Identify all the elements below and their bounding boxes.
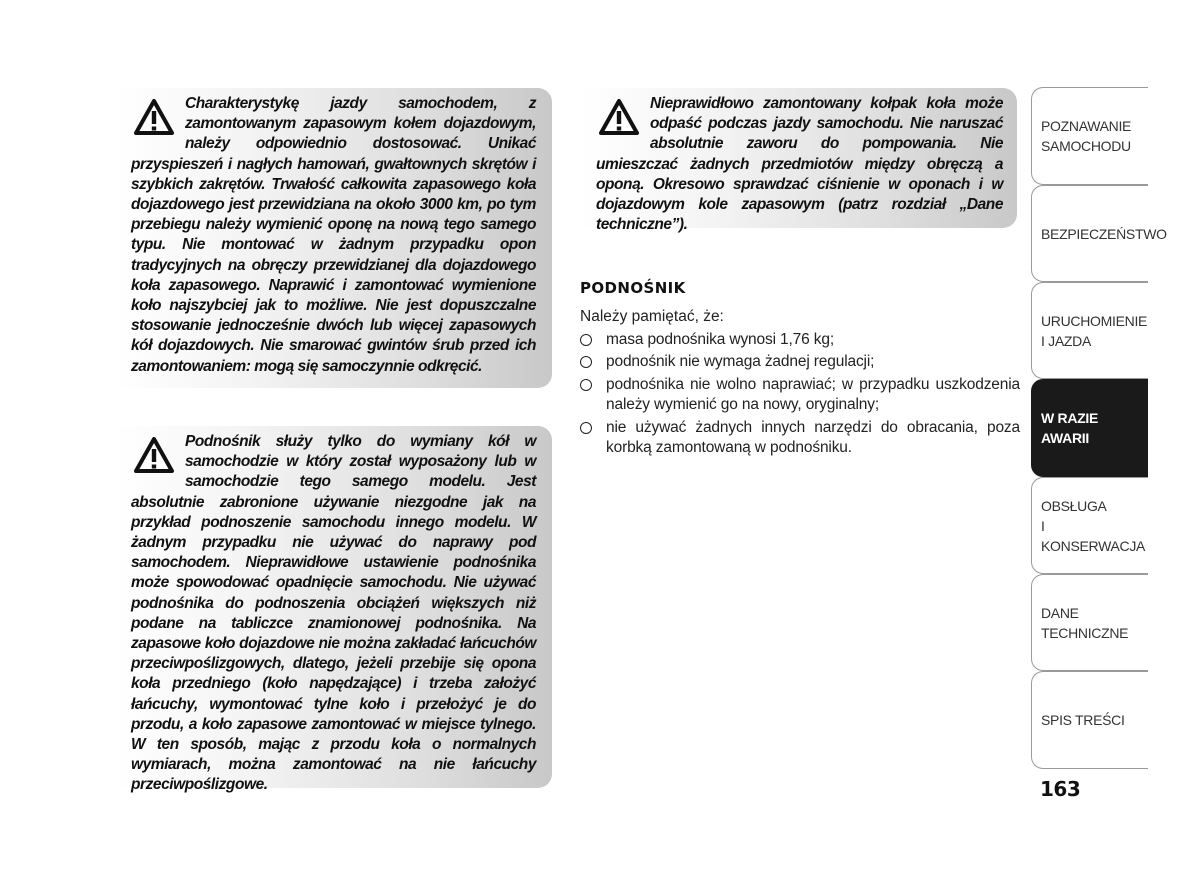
list-item	[580, 375, 1020, 416]
tab-w-razie-awarii[interactable]: W RAZIE AWARII	[1031, 379, 1148, 477]
list-item-text: podnośnika nie wolno naprawiać; w przypadku uszkodzenia należy wymienić go na nowy, oryginalny;	[606, 375, 1020, 413]
warning-triangle-icon	[596, 98, 642, 142]
tab-bezpieczenstwo[interactable]: BEZPIECZEŃSTWO	[1031, 185, 1148, 282]
tab-uruchomienie-i-jazda[interactable]: URUCHOMIENIE I JAZDA	[1031, 282, 1148, 379]
list-item-text: podnośnik nie wymaga żadnej regulacji;	[606, 353, 875, 370]
warning-box-hubcap	[580, 88, 1017, 234]
tab-poznawanie-samochodu[interactable]: POZNAWANIE SAMOCHODU	[1031, 87, 1148, 185]
list-item-text: masa podnośnika wynosi 1,76 kg;	[606, 330, 834, 348]
circle-bullet-icon	[580, 356, 592, 368]
page-number: 163	[1040, 777, 1081, 801]
circle-bullet-icon	[580, 334, 592, 346]
list-item	[580, 330, 1020, 351]
warning-text: Nieprawidłowo zamontowany kołpak koła może odpaść podczas jazdy samochodu. Nie naruszać absolutnie zaworu do pompowania. Nie umieszczać żadnych przedmiotów między obręczą a oponą. Okresowo sprawdzać ciśnienie w oponach i w dojazdowym kole zapasowym (patrz rozdział „Dane techniczne”).	[596, 95, 1003, 234]
warning-triangle-icon	[131, 436, 177, 480]
tab-spis-tresci[interactable]: SPIS TREŚCI	[1031, 671, 1148, 769]
list-item-text: nie używać żadnych innych narzędzi do obracania, poza korbką zamontowaną w podnośniku.	[606, 418, 1020, 456]
list-item	[580, 418, 1020, 459]
tab-dane-techniczne[interactable]: DANE TECHNICZNE	[1031, 574, 1148, 671]
section-title: PODNOŚNIK	[580, 279, 686, 297]
jack-section	[580, 279, 1020, 461]
warning-box-spare-wheel	[115, 88, 552, 388]
warning-triangle-icon	[131, 98, 177, 142]
warning-text: Charakterystykę jazdy samochodem, z zamontowanym zapasowym kołem dojazdowym, należy odpowiednio dostosować. Unikać przyspieszeń i nagłych hamowań, gwałtownych skrętów i szybkich zakrętów. Trwałość całkowita zapasowego koła dojazdowego jest przewidziana na około 3000 km, po tym przebiegu należy wymienić oponę na nową tego samego typu. Nie montować w żadnym przypadku opon tradycyjnych na obręczy przewidzianej dla dojazdowego koła zapasowego. Naprawić i zamontować wymienione koło najszybciej jak to możliwe. Nie jest dopuszczalne stosowanie jednocześnie dwóch lub więcej zapasowych kół dojazdowych. Nie smarować gwintów śrub przed ich zamontowaniem: mogą się samoczynnie odkręcić.	[131, 95, 536, 375]
section-intro: Należy pamiętać, że:	[580, 308, 724, 325]
warning-box-jack	[115, 426, 552, 794]
list-item	[580, 352, 1020, 373]
bullet-list	[580, 330, 1020, 459]
tab-obsluga-i-konserwacja[interactable]: OBSŁUGA I KONSERWACJA	[1031, 477, 1148, 574]
circle-bullet-icon	[580, 422, 592, 434]
circle-bullet-icon	[580, 379, 592, 391]
warning-text: Podnośnik służy tylko do wymiany kół w samochodzie w który został wyposażony lub w samochodzie tego samego modelu. Jest absolutnie zabronione używanie niezgodne jak na przykład podnoszenie samochodu innego modelu. W żadnym przypadku nie używać do naprawy pod samochodem. Nieprawidłowe ustawienie podnośnika może spowodować opadnięcie samochodu. Nie używać podnośnika do podnoszenia obciążeń większych niż podane na tabliczce znamionowej podnośnika. Na zapasowe koło dojazdowe nie można zakładać łańcuchów przeciwpoślizgowych, dlatego, jeżeli przebije się opona koła przedniego (koło napędzające) i trzeba założyć łańcuchy, wymontować tylne koło i przełożyć je do przodu, a koło zapasowe zamontować w miejsce tylnego. W ten sposób, mając z przodu koła o normalnych wymiarach, można zamontować na nie łańcuchy przeciwpoślizgowe.	[131, 433, 536, 794]
